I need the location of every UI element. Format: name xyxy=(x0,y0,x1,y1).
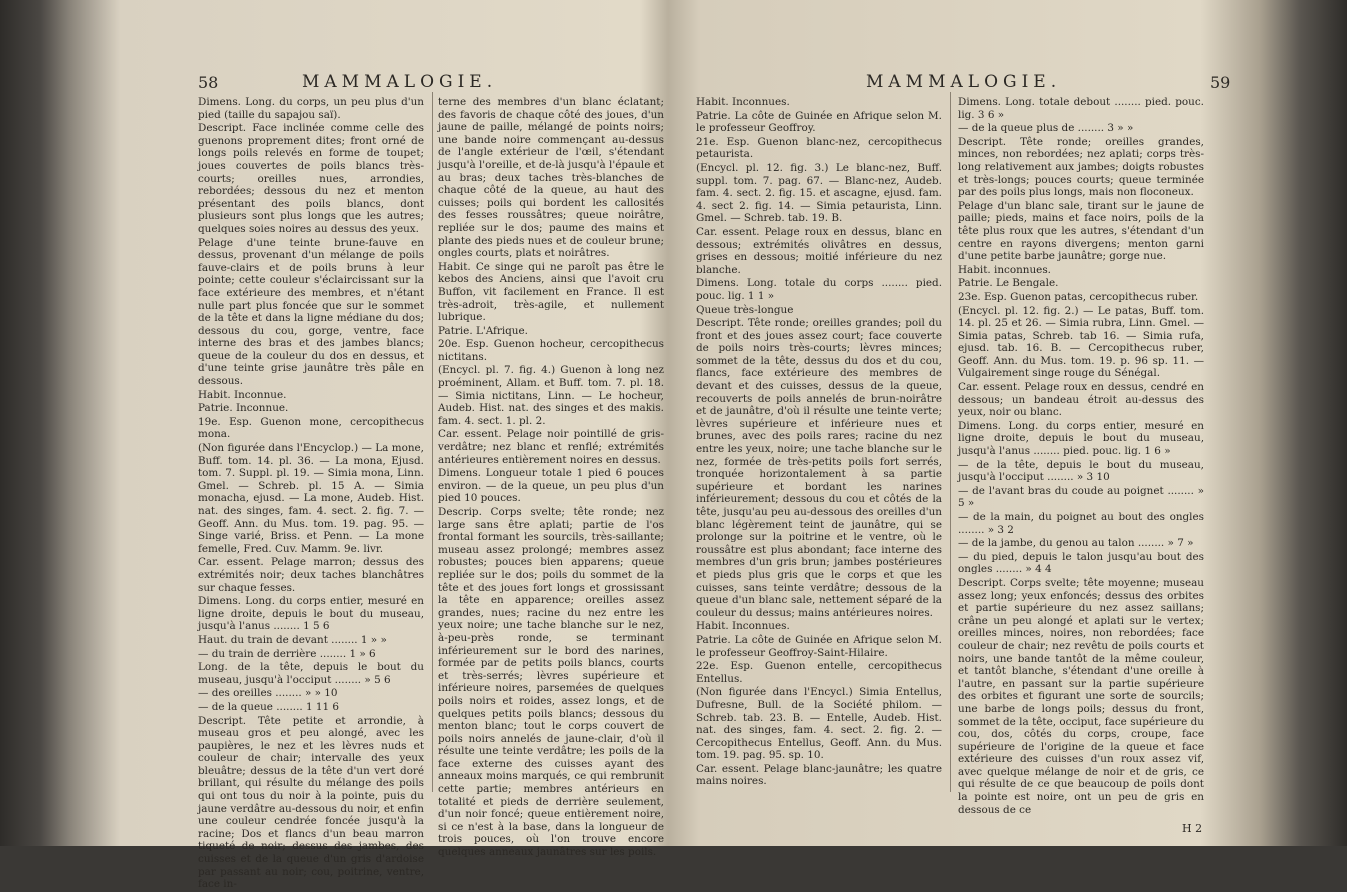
paragraph: 23e. Esp. Guenon patas, cercopithecus ruber. xyxy=(958,290,1199,303)
right-column-2 xyxy=(958,96,1204,817)
paragraph: — de l'avant bras du coude au poignet ........ » 5 » xyxy=(958,484,1204,510)
paragraph: Car. essent. Pelage roux en dessus, blanc en dessous; extrémités olivâtres en dessus, grises en dessous; moitié inférieure du nez blanche. xyxy=(696,225,942,276)
paragraph: Habit. Inconnues. xyxy=(696,96,790,108)
paragraph: Car. essent. Pelage roux en dessus, cendré en dessous; un bandeau étroit au-dessus des yeux, noir ou blanc. xyxy=(958,381,1204,419)
paragraph: — du train de derrière ........ 1 » 6 xyxy=(198,647,376,660)
paragraph: Descript. Tête ronde; oreilles grandes, minces, non rebordées; nez aplati; corps très-long relativement aux jambes; doigts robustes et très-longs; pouces courts; queue terminée par des poils plus longs, mais non floconeux. xyxy=(958,135,1204,199)
paragraph: Dimens. Long. du corps entier, mesuré en ligne droite, depuis le bout du museau, jusqu'à l'anus ........ pied. pouc. lig. 1 6 » xyxy=(958,419,1204,458)
paragraph: (Non figurée dans l'Encycl.) Simia Entellus, Dufresne, Bull. de la Société philom. — Schreb. tab. 23. B. — Entelle, Audeb. Hist. nat. des singes, fam. 4. sect. 2. fig. 2. — Cercopithecus Entellus, Geoff. Ann. du Mus. tom. 19. pag. 95. sp. 10. xyxy=(696,686,942,762)
paragraph: Descript. Tête ronde; oreilles grandes; poil du front et des joues assez court; face couverte de poils noirs très-courts; lèvres minces; sommet de la tête, dessus du dos et du cou, flancs, face extérieure des membres de devant et des cuisses, dessus de la queue, recouverts de poils annelés de brun-noirâtre et de jaunâtre, d'où il résulte une teinte verte; lèvres supérieure et inférieure nues et brunes, avec des poils rares; racine du nez entre les yeux, noire; une tache blanche sur le nez, formée de très-petits poils fort serrés, tronquée horizontalement à sa partie supérieure et bordant les narines inférieurement; dessous du cou et côtés de la tête, jusqu'au peu au-dessous des oreilles d'un blanc légèrement teint de jaunâtre, qui se prolonge sur la poitrine et le ventre, où le roussâtre est plus abondant; face interne des membres d'un gris brun; jambes postérieures et pieds plus gris que le corps et que les cuisses, sans teinte verdâtre; dessous de la queue d'un blanc sale, nettement séparé de la couleur du dessus; mains antérieures noires. xyxy=(696,317,942,619)
paragraph: Habit. inconnues. xyxy=(958,263,1051,276)
paragraph: Descript. Corps svelte; tête moyenne; museau assez long; yeux enfoncés; dessus des orbites et partie supérieure du nez assez saillans; crâne un peu alongé et aplati sur le vertex; oreilles minces, noires, non rebordées; face couleur de chair; nez revêtu de poils courts et noirs, une bande tantôt de la même couleur, et tantôt blanche, s'étendant d'une oreille à l'autre, en passant sur la partie supérieure des orbites et figurant une sorte de sourcils; une barbe de longs poils; dessus du front, sommet de la tête, occiput, face supérieure du cou, dos, côtés du corps, croupe, face supérieure de l'origine de la queue et face extérieure des cuisses d'un roux assez vif, avec quelque mélange de noir et de gris, ce qui résulte de ce que beaucoup de poils dont la pointe est noire, ont un peu de gris en dessous de ce xyxy=(958,576,1204,816)
paragraph: — des oreilles ........ » » 10 xyxy=(198,687,338,700)
paragraph: Descript. Face inclinée comme celle des guenons proprement dites; front orné de longs poils relevés en forme de toupet; joues couvertes de poils blancs très-courts; oreilles nues, arrondies, rebordées; dessous du nez et menton présentant des poils blancs, dont plusieurs sont plus longs que les autres; quelques soies noires au dessus des yeux. xyxy=(198,122,424,235)
left-page xyxy=(130,0,670,891)
paragraph: Patrie. Le Bengale. xyxy=(958,277,1059,290)
paragraph: 21e. Esp. Guenon blanc-nez, cercopithecus petaurista. xyxy=(696,135,942,161)
paragraph: Descrip. Corps svelte; tête ronde; nez large sans être aplati; partie de l'os frontal formant les sourcils, très-saillante; museau assez prolongé; membres assez robustes; pouces bien apparens; queue repliée sur le dos; poils du sommet de la tête et des joues fort longs et grossissant la tête en apparence; oreilles assez grandes, nues; racine du nez entre les yeux noire; une tache blanche sur le nez, à-peu-près ronde, se terminant inférieurement sur le bord des narines, formée par de petits poils blancs, courts et très-serrés; lèvres supérieure et inférieure noires, parsemées de quelques poils noirs et roides, assez longs, et de quelques petits poils blancs; dessous du menton blanc; tout le corps couvert de poils noirs annelés de jaune-clair, d'où il résulte une teinte verdâtre; les poils de la face externe des cuisses ayant des anneaux moins marqués, ce qui rembrunit cette partie; membres antérieurs en totalité et pieds de derrière seulement, d'un noir foncé; queue entièrement noire, si ce n'est à la base, dans la longueur de trois pouces, où l'on trouve encore quelques anneaux jaunâtres sur les poils. xyxy=(438,506,664,859)
left-column-1 xyxy=(198,96,424,892)
paragraph: Haut. du train de devant ........ 1 » » xyxy=(198,633,387,646)
column-divider xyxy=(432,92,433,792)
paragraph: 20e. Esp. Guenon hocheur, cercopithecus nictitans. xyxy=(438,338,664,363)
page-number: 58 xyxy=(198,73,219,92)
paragraph: Dimens. Long. du corps, un peu plus d'un pied (taille du sapajou saï). xyxy=(198,96,424,121)
page-number: 59 xyxy=(1210,73,1231,92)
paragraph: Dimens. Long. totale debout ........ pied. pouc. lig. 3 6 » xyxy=(958,96,1204,121)
paragraph: Car. essent. Pelage noir pointillé de gris-verdâtre; nez blanc et renflé; extrémités antérieures entièrement noires en dessus. xyxy=(438,428,664,466)
paragraph: Habit. Inconnues. xyxy=(696,620,790,633)
paragraph: — du pied, depuis le talon jusqu'au bout des ongles ........ » 4 4 xyxy=(958,550,1204,576)
paragraph: (Encycl. pl. 12. fig. 2.) — Le patas, Buff. tom. 14. pl. 25 et 26. — Simia rubra, Linn. Gmel. — Simia patas, Schreb. tab 16. — Simia rufa, ejusd. tab. 16. B. — Cercopithecus ruber, Geoff. Ann. du Mus. tom. 19. p. 96 sp. 11. — Vulgairement singe rouge du Sénégal. xyxy=(958,304,1204,380)
paragraph: Queue très-longue xyxy=(696,303,794,316)
paragraph: — de la queue plus de ........ 3 » » xyxy=(958,122,1134,135)
paragraph: Habit. Inconnue. xyxy=(198,388,287,401)
signature-mark: H 2 xyxy=(1182,822,1203,835)
paragraph: terne des membres d'un blanc éclatant; des favoris de chaque côté des joues, d'un jaune de paille, mélangé de points noirs; une bande noire commençant au-dessus de l'angle extérieur de l'œil, s'étendant jusqu'à l'oreille, et de-là jusqu'à l'épaule et au bras; deux taches très-blanches de chaque côté de la queue, au haut des cuisses; poils qui bordent les callosités des fesses roussâtres; queue noirâtre, repliée sur le dos; paume des mains et plante des pieds nues et de couleur brune; ongles courts, plats et noirâtres. xyxy=(438,96,664,260)
paragraph: Patrie. Inconnue. xyxy=(198,402,289,415)
right-page xyxy=(690,0,1250,846)
column-divider xyxy=(950,92,951,792)
paragraph: Dimens. Longueur totale 1 pied 6 pouces environ. — de la queue, un peu plus d'un pied 10 pouces. xyxy=(438,467,664,505)
paragraph: — de la queue ........ 1 11 6 xyxy=(198,700,340,713)
paragraph: Habit. Ce singe qui ne paroît pas être le kebos des Anciens, ainsi que l'avoit cru Buffon, vit facilement en France. Il est très-adroit, très-agile, et nullement lubrique. xyxy=(438,260,664,324)
paragraph: — de la tête, depuis le bout du museau, jusqu'à l'occiput ........ » 3 10 xyxy=(958,458,1204,484)
paragraph: Patrie. L'Afrique. xyxy=(438,324,528,337)
paragraph: Dimens. Long. totale du corps ........ pied. pouc. lig. 1 1 » xyxy=(696,277,942,302)
paragraph: Pelage d'une teinte brune-fauve en dessus, provenant d'un mélange de poils fauve-clairs et de poils bruns à leur pointe; cette couleur s'éclaircissant sur la face extérieure des membres, et n'étant nulle part plus foncée que sur le sommet de la tête et dans la ligne médiane du dos; dessous du cou, gorge, ventre, face interne des bras et des jambes blancs; queue de la couleur du dos en dessus, et d'une teinte grise jaunâtre très pâle en dessous. xyxy=(198,236,424,388)
left-column-2 xyxy=(438,96,664,860)
paragraph: — de la jambe, du genou au talon ........ » 7 » xyxy=(958,537,1194,550)
paragraph: 22e. Esp. Guenon entelle, cercopithecus Entellus. xyxy=(696,660,942,685)
paragraph: Patrie. La côte de Guinée en Afrique selon M. le professeur Geoffroy-Saint-Hilaire. xyxy=(696,633,942,659)
right-column-1 xyxy=(696,96,942,789)
paragraph: Patrie. La côte de Guinée en Afrique selon M. le professeur Geoffroy. xyxy=(696,109,942,135)
paragraph: Pelage d'un blanc sale, tirant sur le jaune de paille; pieds, mains et face noirs, poils de la tête plus roux que les autres, s'étendant d'un centre en rayons divergens; menton garni d'une petite barbe jaunâtre; gorge nue. xyxy=(958,199,1204,263)
paragraph: Descript. Tête petite et arrondie, à museau gros et peu alongé, avec les paupières, le nez et les lèvres nuds et couleur de chair; intervalle des yeux bleuâtre; dessus de la tête d'un vert doré brillant, qui résulte du mélange des poils qui ont tous du noir à la pointe, puis du jaune verdâtre au-dessous du noir, et enfin une couleur cendrée foncée jusqu'à la racine; Dos et flancs d'un beau marron tiqueté de noir; dessus des jambes, des cuisses et de la queue d'un gris d'ardoise par passant au noir; cou, poitrine, ventre, face in- xyxy=(198,714,424,891)
paragraph: (Non figurée dans l'Encyclop.) — La mone, Buff. tom. 14. pl. 36. — La mona, Ejusd. tom. 7. Suppl. pl. 19. — Simia mona, Linn. Gmel. — Schreb. pl. 15 A. — Simia monacha, ejusd. — La mone, Audeb. Hist. nat. des singes, fam. 4. sect. 2. fig. 7. — Geoff. Ann. du Mus. tom. 19. pag. 95. — Singe varié, Briss. et Penn. — La mone femelle, Fred. Cuv. Mamm. 9e. livr. xyxy=(198,442,424,555)
paragraph: Car. essent. Pelage blanc-jaunâtre; les quatre mains noires. xyxy=(696,762,942,788)
running-header: MAMMALOGIE. xyxy=(866,72,1062,92)
paragraph: (Encycl. pl. 12. fig. 3.) Le blanc-nez, Buff. suppl. tom. 7. pag. 67. — Blanc-nez, Audeb. fam. 4. sect. 2. fig. 15. et ascagne, ejusd. fam. 4. sect 2. fig. 14. — Simia petaurista, Linn. Gmel. — Schreb. tab. 19. B. xyxy=(696,161,942,225)
paragraph: (Encycl. pl. 7. fig. 4.) Guenon à long nez proéminent, Allam. et Buff. tom. 7. pl. 18. — Simia nictitans, Linn. — Le hocheur, Audeb. Hist. nat. des singes et des makis. fam. 4. sect. 1. pl. 2. xyxy=(438,364,664,427)
paragraph: — de la main, du poignet au bout des ongles ........ » 3 2 xyxy=(958,511,1204,536)
running-header: MAMMALOGIE. xyxy=(302,72,498,92)
paragraph: 19e. Esp. Guenon mone, cercopithecus mona. xyxy=(198,415,424,441)
paragraph: Long. de la tête, depuis le bout du museau, jusqu'à l'occiput ........ » 5 6 xyxy=(198,661,424,686)
paragraph: Car. essent. Pelage marron; dessus des extrémités noir; deux taches blanchâtres sur chaque fesses. xyxy=(198,556,424,594)
paragraph: Dimens. Long. du corps entier, mesuré en ligne droite, depuis le bout du museau, jusqu'à l'anus ........ 1 5 6 xyxy=(198,595,424,633)
